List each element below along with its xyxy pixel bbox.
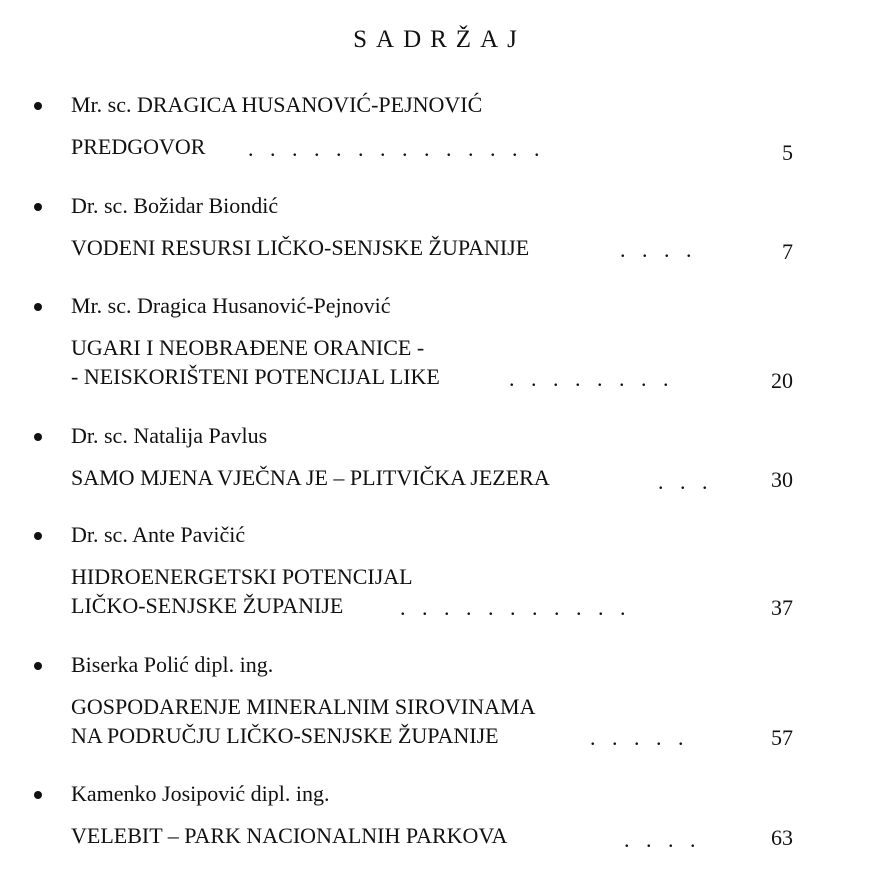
leader-dots: . . . . . . . . . . . xyxy=(400,595,626,620)
entry-author: Dr. sc. Božidar Biondić xyxy=(71,193,279,218)
page-title: SADRŽAJ xyxy=(353,26,526,53)
entry-title: VODENI RESURSI LIČKO-SENJSKE ŽUPANIJE xyxy=(71,235,530,260)
entry-title: UGARI I NEOBRAĐENE ORANICE - xyxy=(71,335,425,360)
bullet-icon xyxy=(34,791,42,799)
leader-dots: . . . . xyxy=(620,237,692,262)
entry-title: LIČKO-SENJSKE ŽUPANIJE xyxy=(71,593,344,618)
page-number: 37 xyxy=(771,595,793,620)
bullet-icon xyxy=(34,532,42,540)
page-number: 5 xyxy=(782,140,793,165)
page-number: 30 xyxy=(771,467,793,492)
entry-author: Dr. sc. Ante Pavičić xyxy=(71,522,246,547)
entry-author: Mr. sc. DRAGICA HUSANOVIĆ-PEJNOVIĆ xyxy=(71,92,483,117)
entry-title: HIDROENERGETSKI POTENCIJAL xyxy=(71,564,413,589)
bullet-icon xyxy=(34,433,42,441)
entry-title: GOSPODARENJE MINERALNIM SIROVINAMA xyxy=(71,694,536,719)
bullet-icon xyxy=(34,203,42,211)
page-number: 7 xyxy=(782,239,793,264)
leader-dots: . . . . . . . . xyxy=(509,366,669,391)
entry-title: VELEBIT – PARK NACIONALNIH PARKOVA xyxy=(71,823,508,848)
leader-dots: . . . . . xyxy=(590,725,684,750)
bullet-icon xyxy=(34,303,42,311)
entry-title: NA PODRUČJU LIČKO-SENJSKE ŽUPANIJE xyxy=(71,723,499,748)
entry-title: PREDGOVOR xyxy=(71,134,206,159)
page-number: 63 xyxy=(771,825,793,850)
page-number: 57 xyxy=(771,725,793,750)
leader-dots: . . . . xyxy=(624,827,696,852)
leader-dots: . . . . . . . . . . . . . . xyxy=(248,136,540,161)
entry-title: SAMO MJENA VJEČNA JE – PLITVIČKA JEZERA xyxy=(71,465,550,490)
leader-dots: . . . xyxy=(658,469,708,494)
entry-author: Dr. sc. Natalija Pavlus xyxy=(71,423,268,448)
bullet-icon xyxy=(34,102,42,110)
entry-author: Kamenko Josipović dipl. ing. xyxy=(71,781,330,806)
page-number: 20 xyxy=(771,368,793,393)
bullet-icon xyxy=(34,662,42,670)
entry-author: Mr. sc. Dragica Husanović-Pejnović xyxy=(71,293,391,318)
entry-title: - NEISKORIŠTENI POTENCIJAL LIKE xyxy=(71,364,440,389)
entry-author: Biserka Polić dipl. ing. xyxy=(71,652,274,677)
